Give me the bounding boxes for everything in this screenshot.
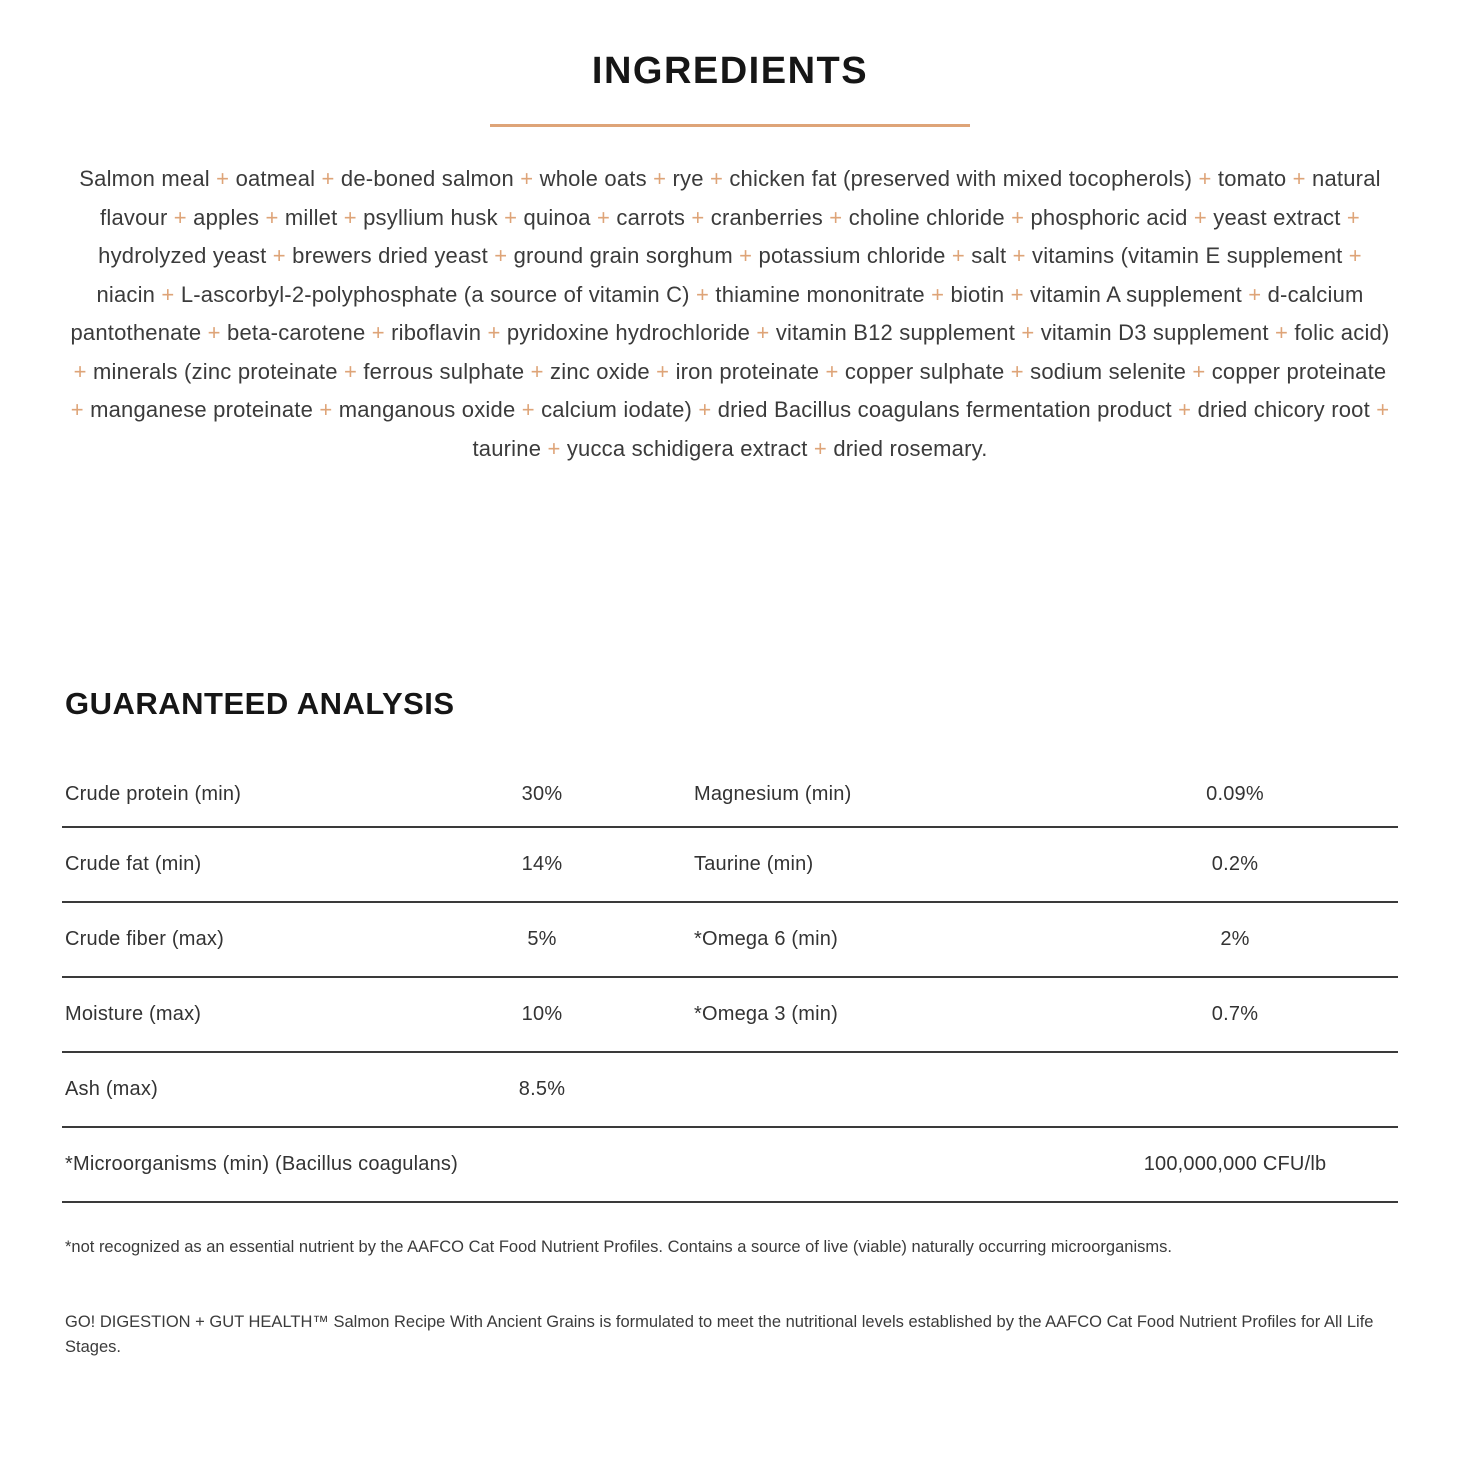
plus-separator: + <box>167 204 194 230</box>
plus-separator: + <box>515 397 542 422</box>
plus-separator: + <box>337 204 364 230</box>
nutrient-value: 2% <box>1220 928 1250 950</box>
guaranteed-analysis-section <box>62 686 1398 1360</box>
nutrient-label: Taurine (min) <box>694 853 814 875</box>
ingredients-text: Salmon meal + oatmeal + de-boned salmon + whole oats + rye + chicken fat (preserved with mixed tocopherols) + tomato + natural flavour + apples + millet + psyllium husk + quinoa + carrots + cranberries + choline chloride + phosphoric acid + yeast extract + hydrolyzed yeast + brewers dried yeast + ground grain sorghum + potassium chloride + salt + vitamins (vitamin E supplement + niacin + L-ascorbyl-2-polyphosphate (a source of vitamin C) + thiamine mononitrate + biotin + vitamin A supplement + d-calcium pantothenate + beta-carotene + riboflavin + pyridoxine hydrochloride + vitamin B12 supplement + vitamin D3 supplement + folic acid) + minerals (zinc proteinate + ferrous sulphate + zinc oxide + iron proteinate + copper sulphate + sodium selenite + copper proteinate + manganese proteinate + manganous oxide + calcium iodate) + dried Bacillus coagulans fermentation product + dried chicory root + taurine + yucca schidigera extract + dried rosemary. <box>70 166 1390 461</box>
plus-separator: + <box>497 204 524 230</box>
plus-separator: + <box>313 397 339 422</box>
ingredients-title-divider <box>490 124 970 127</box>
guaranteed-analysis-table <box>62 768 1398 1203</box>
nutrient-label: *Omega 3 (min) <box>694 1003 838 1025</box>
nutrient-label: Ash (max) <box>65 1078 158 1100</box>
plus-separator: + <box>266 243 293 268</box>
nutrient-label: Crude fat (min) <box>65 853 202 875</box>
guaranteed-analysis-title: GUARANTEED ANALYSIS <box>65 686 455 721</box>
table-row <box>62 903 1398 978</box>
nutrient-label: Moisture (max) <box>65 1003 202 1025</box>
ingredients-section <box>0 0 1460 468</box>
table-row <box>62 1053 1398 1128</box>
nutrient-value: 30% <box>521 782 563 805</box>
plus-separator: + <box>1268 320 1295 345</box>
plus-separator: + <box>685 204 711 230</box>
plus-separator: + <box>1004 358 1031 384</box>
plus-separator: + <box>209 166 236 191</box>
plus-separator: + <box>1192 166 1218 191</box>
plus-separator: + <box>1186 358 1212 384</box>
plus-separator: + <box>259 204 285 230</box>
plus-separator: + <box>590 204 617 230</box>
plus-separator: + <box>524 358 551 384</box>
nutrient-label: Magnesium (min) <box>694 782 852 805</box>
plus-separator: + <box>73 358 94 384</box>
table-row <box>62 978 1398 1053</box>
plus-separator: + <box>750 320 776 345</box>
plus-separator: + <box>649 358 676 384</box>
plus-separator: + <box>924 281 951 307</box>
plus-separator: + <box>1006 243 1032 268</box>
plus-separator: + <box>819 358 845 384</box>
plus-separator: + <box>703 166 730 191</box>
plus-separator: + <box>1342 243 1362 268</box>
plus-separator: + <box>337 358 364 384</box>
plus-separator: + <box>487 243 514 268</box>
plus-separator: + <box>1171 397 1198 422</box>
plus-separator: + <box>732 243 759 268</box>
plus-separator: + <box>70 397 91 422</box>
plus-separator: + <box>1241 281 1268 307</box>
table-row <box>62 768 1398 828</box>
nutrient-label: Crude protein (min) <box>65 782 242 805</box>
nutrient-value: 0.2% <box>1211 853 1259 875</box>
plus-separator: + <box>646 166 673 191</box>
nutrient-value: 14% <box>521 853 563 875</box>
nutrient-value: 100,000,000 CFU/lb <box>1143 1153 1327 1175</box>
analysis-footnote: *not recognized as an essential nutrient by the AAFCO Cat Food Nutrient Profiles. Contains a source of live (viable) naturally occurring microorganisms. <box>65 1238 1172 1256</box>
plus-separator: + <box>823 204 849 230</box>
plus-separator: + <box>1187 204 1214 230</box>
plus-separator: + <box>315 166 341 191</box>
table-row <box>62 828 1398 903</box>
plus-separator: + <box>1004 204 1031 230</box>
table-row <box>62 1128 1398 1203</box>
aafco-statement: GO! DIGESTION + GUT HEALTH™ Salmon Recipe With Ancient Grains is formulated to meet the nutritional levels established by the AAFCO Cat Food Nutrient Profiles for All Life Stages. <box>65 1313 1374 1356</box>
nutrient-label: *Microorganisms (min) (Bacillus coagulans) <box>65 1153 458 1175</box>
plus-separator: + <box>1340 204 1360 230</box>
ingredients-title: INGREDIENTS <box>591 50 869 92</box>
plus-separator: + <box>1286 166 1313 191</box>
plus-separator: + <box>513 166 540 191</box>
plus-separator: + <box>689 281 716 307</box>
nutrient-label: Crude fiber (max) <box>65 928 224 950</box>
plus-separator: + <box>541 435 567 461</box>
plus-separator: + <box>945 243 972 268</box>
plus-separator: + <box>201 320 228 345</box>
nutrient-value: 10% <box>521 1003 563 1025</box>
plus-separator: + <box>807 435 834 461</box>
plus-separator: + <box>692 397 718 422</box>
nutrient-value: 0.09% <box>1206 782 1264 805</box>
nutrient-value: 5% <box>527 928 557 950</box>
nutrient-value: 8.5% <box>518 1078 566 1100</box>
plus-separator: + <box>481 320 507 345</box>
nutrient-label: *Omega 6 (min) <box>694 928 838 950</box>
nutrient-value: 0.7% <box>1211 1003 1259 1025</box>
plus-separator: + <box>365 320 392 345</box>
plus-separator: + <box>1015 320 1041 345</box>
plus-separator: + <box>1369 397 1390 422</box>
plus-separator: + <box>155 281 181 307</box>
plus-separator: + <box>1004 281 1031 307</box>
